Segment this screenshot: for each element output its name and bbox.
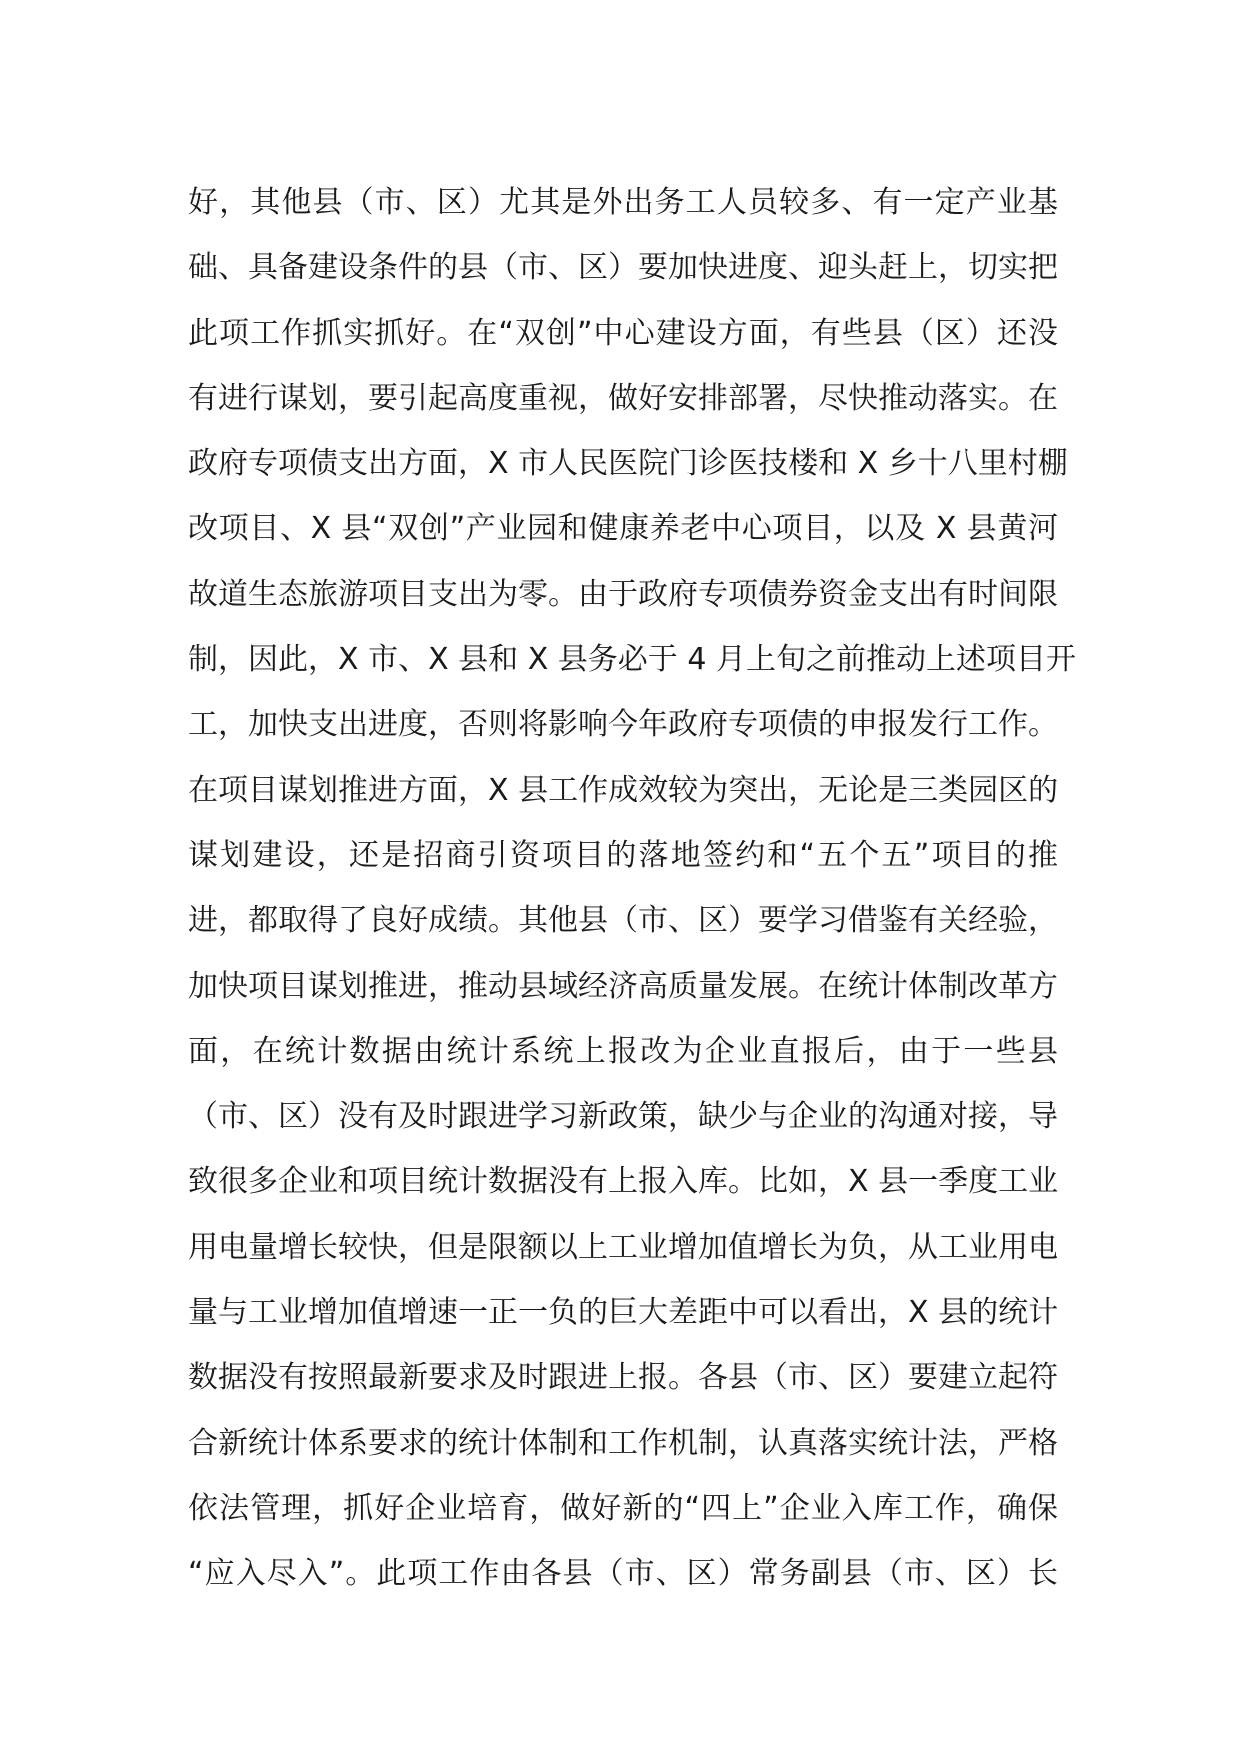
body-paragraph: [188, 170, 1076, 1607]
text-line: 政府专项债支出方面，X 市人民医院门诊医技楼和 X 乡十八里村棚: [188, 446, 1068, 482]
text-line: 有进行谋划，要引起高度重视，做好安排部署，尽快推动落实。在: [188, 380, 1058, 416]
text-line: 在项目谋划推进方面，X 县工作成效较为突出，无论是三类园区的: [188, 772, 1059, 808]
text-line: 制，因此，X 市、X 县和 X 县务必于 4 月上旬之前推动上述项目开: [188, 642, 1076, 678]
text-line: 量与工业增加值增速一正一负的巨大差距中可以看出，X 县的统计: [188, 1295, 1059, 1331]
text-line: 础、具备建设条件的县（市、区）要加快进度、迎头赶上，切实把: [188, 250, 1058, 286]
text-line: 致很多企业和项目统计数据没有上报入库。比如，X 县一季度工业: [188, 1164, 1059, 1200]
text-line: 用电量增长较快，但是限额以上工业增加值增长为负，从工业用电: [188, 1229, 1058, 1265]
text-line: 好，其他县（市、区）尤其是外出务工人员较多、有一定产业基: [188, 185, 1058, 220]
text-line: 合新统计体系要求的统计体制和工作机制，认真落实统计法，严格: [188, 1425, 1058, 1461]
text-line: 谋划建设，还是招商引资项目的落地签约和“五个五”项目的推: [188, 837, 1058, 873]
text-line: 改项目、X 县“双创”产业园和健康养老中心项目，以及 X 县黄河: [188, 511, 1058, 547]
text-line: 加快项目谋划推进，推动县域经济高质量发展。在统计体制改革方: [188, 968, 1058, 1004]
text-line: 面，在统计数据由统计系统上报改为企业直报后，由于一些县: [188, 1033, 1058, 1069]
text-line: 工，加快支出进度，否则将影响今年政府专项债的申报发行工作。: [188, 707, 1058, 743]
text-line: 依法管理，抓好企业培育，做好新的“四上”企业入库工作，确保: [188, 1490, 1058, 1526]
text-line: 此项工作抓实抓好。在“双创”中心建设方面，有些县（区）还没: [188, 315, 1058, 351]
text-line: （市、区）没有及时跟进学习新政策，缺少与企业的沟通对接，导: [188, 1099, 1058, 1135]
text-line: 数据没有按照最新要求及时跟进上报。各县（市、区）要建立起符: [188, 1360, 1058, 1396]
text-line: 故道生态旅游项目支出为零。由于政府专项债券资金支出有时间限: [188, 576, 1058, 612]
text-line: 进，都取得了良好成绩。其他县（市、区）要学习借鉴有关经验，: [188, 903, 1058, 939]
text-line: “应入尽入”。此项工作由各县（市、区）常务副县（市、区）长: [188, 1556, 1058, 1592]
